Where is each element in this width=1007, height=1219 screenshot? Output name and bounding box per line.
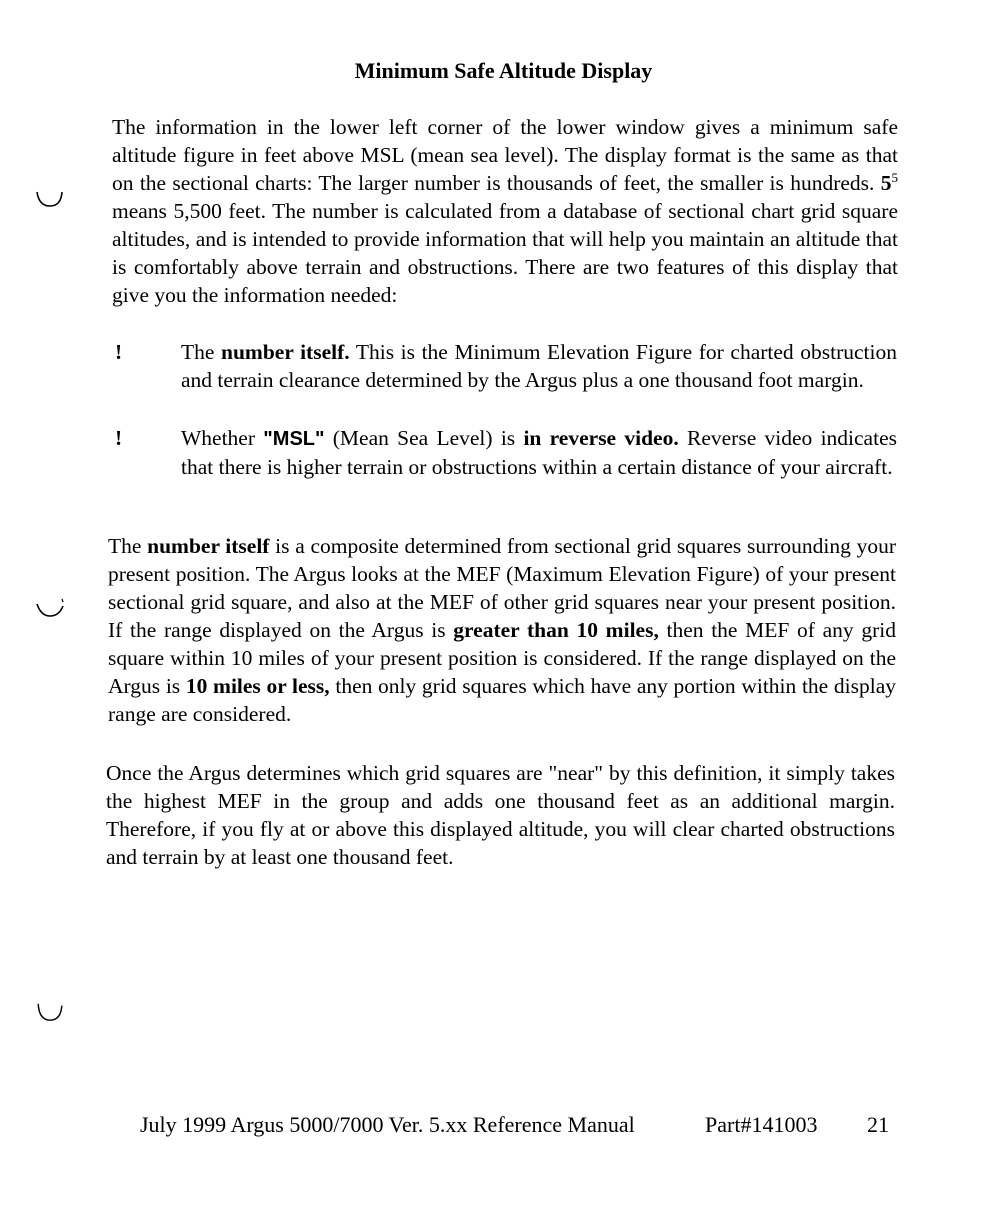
bullet-text: [181, 424, 897, 481]
para2-bold-greater-than: greater than 10 miles,: [453, 618, 659, 642]
binder-hole-icon: [35, 190, 65, 210]
para2-bold-or-less: 10 miles or less,: [185, 674, 330, 698]
grid-squares-paragraph: Once the Argus determines which grid squares are "near" by this definition, it simply takes the highest MEF in the group and adds one thousand feet as an additional margin. Therefore, if you fly at or above this displayed altitude, you will clear charted obstructions and terrain by at least one thousand feet.: [106, 761, 895, 869]
para2-text-3: then only grid squares which have any portion within the display range are considered.: [108, 674, 896, 726]
para2-text-2: then the MEF of any grid square within 10 miles of your present position is considered. If the range displayed on the Argus is: [108, 618, 896, 698]
para2-text-1: is a composite determined from sectional grid squares surrounding your present position. The Argus looks at the MEF (Maximum Elevation Figure) of your present sectional grid square, and also at the MEF of other grid squares near your present position. If the range displayed on the Argus is: [108, 534, 897, 642]
altitude-example-hundreds: 5: [891, 169, 898, 185]
bullet-text: [181, 338, 897, 394]
page-title: Minimum Safe Altitude Display: [354, 58, 653, 83]
number-itself-paragraph: [108, 532, 896, 728]
bullet-marker: !: [115, 340, 123, 364]
bullet-bold-term: number itself.: [221, 340, 350, 364]
para2-lead: The: [108, 534, 148, 558]
footer-manual-title: July 1999 Argus 5000/7000 Ver. 5.xx Reference Manual: [140, 1112, 635, 1137]
bullet-rest: This is the Minimum Elevation Figure for charted obstruction and terrain clearance determined by the Argus plus a one thousand foot margin.: [181, 340, 897, 392]
bullet-bold-msl: "MSL": [263, 428, 325, 450]
bullet-rest: Reverse video indicates that there is higher terrain or obstructions within a certain distance of your aircraft.: [181, 426, 897, 479]
intro-text-1: The information in the lower left corner of the lower window gives a minimum safe altitude figure in feet above MSL (mean sea level). The display format is the same as that on the sectional charts: The larger number is thousands of feet, the smaller is hundreds.: [112, 115, 898, 195]
binder-hole-icon: [35, 1002, 65, 1022]
bullet-lead: Whether: [181, 426, 264, 450]
intro-text-2: means 5,500 feet. The number is calculated from a database of sectional chart grid square altitudes, and is intended to provide information that will help you maintain an altitude that is comfortably above terrain and obstructions. There are two features of this display that give you the information needed:: [112, 199, 898, 307]
page-number: 21: [867, 1112, 889, 1137]
intro-paragraph: [112, 113, 898, 309]
footer-part-number: Part#141003: [705, 1112, 818, 1137]
altitude-example-thousands: 5: [880, 171, 892, 195]
bullet-mid: (Mean Sea Level) is: [324, 426, 524, 450]
bullet-marker: !: [115, 426, 123, 450]
bullet-lead: The: [181, 340, 222, 364]
binder-hole-icon: [35, 598, 65, 618]
para2-bold-number-itself: number itself: [147, 534, 270, 558]
bullet-bold-reverse-video: in reverse video.: [523, 426, 679, 450]
